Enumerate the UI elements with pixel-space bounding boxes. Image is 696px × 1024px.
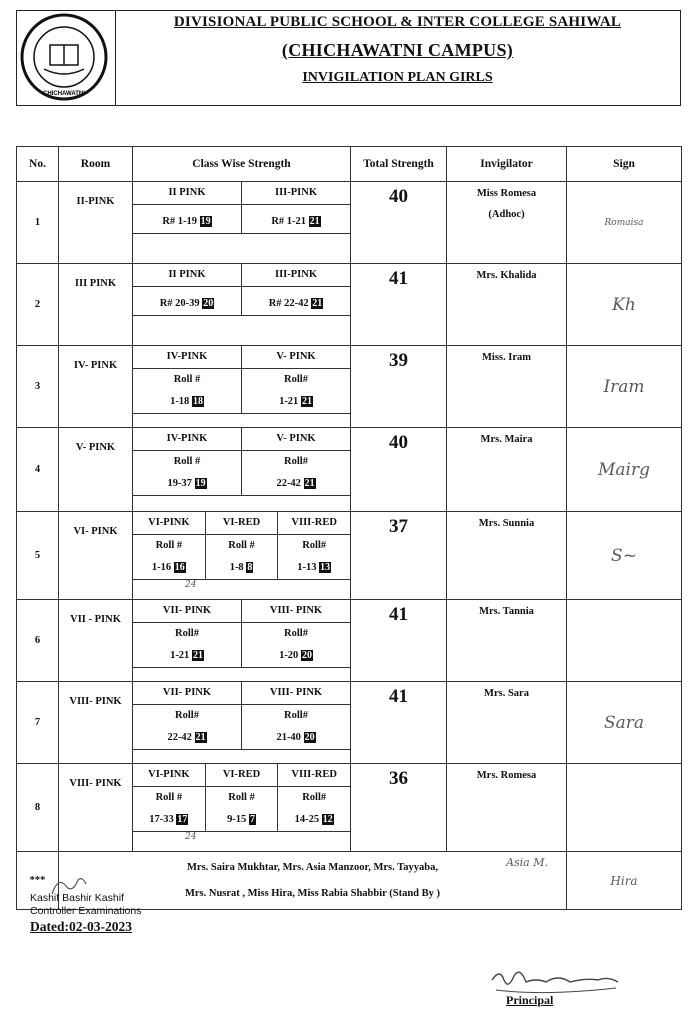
standby-signature: Hira [610, 873, 638, 888]
roll-range: 1-21 [279, 396, 299, 407]
roll-range: 21-40 [276, 732, 301, 743]
class-grid [133, 682, 350, 750]
col-header-no: No. [17, 147, 59, 182]
class-name: V- PINK [242, 428, 350, 451]
invigilator-cell [447, 428, 567, 512]
logo-bottom-text: CHICHAWATNI [43, 91, 85, 97]
student-count-badge: 16 [174, 562, 185, 573]
class-column [277, 512, 350, 580]
room-name: V- PINK [59, 428, 133, 512]
invigilator-signature: Romaisa [604, 218, 644, 228]
school-name: DIVISIONAL PUBLIC SCHOOL & INTER COLLEGE SAHIWAL [173, 14, 622, 30]
class-column [241, 264, 350, 316]
class-column [133, 682, 241, 750]
class-column [277, 764, 350, 832]
class-name: II PINK [133, 182, 241, 205]
roll-label: Roll # [173, 374, 201, 385]
class-name: V- PINK [242, 346, 350, 369]
room-name: VIII- PINK [59, 682, 133, 764]
class-column [241, 428, 350, 496]
table-row [17, 346, 682, 428]
invigilator-signature: Mairg [598, 459, 650, 480]
roll-label: Roll # [155, 792, 183, 803]
invigilator-signature: Sara [603, 712, 645, 733]
controller-name: Kashif Bashir Kashif [30, 892, 124, 904]
table-row [17, 182, 682, 264]
class-wise-strength [133, 682, 351, 764]
roll-range-cell [133, 391, 241, 414]
standby-handwritten-sign: Asia M. [506, 856, 548, 869]
handwritten-note: 24 [185, 832, 197, 842]
row-number: 8 [17, 764, 59, 852]
roll-range-cell [133, 645, 241, 668]
footer [30, 892, 141, 933]
standby-line-2: Mrs. Nusrat , Miss Hira, Miss Rabia Shabbir (Stand By ) [184, 887, 441, 899]
roll-range-cell [242, 211, 350, 234]
class-grid [133, 512, 350, 580]
logo-divider [115, 10, 116, 106]
invigilator-signature: S~ [611, 545, 637, 566]
roll-range: 22-42 [276, 478, 301, 489]
signature-cell [567, 428, 682, 512]
student-count-badge: 21 [304, 478, 315, 489]
roll-label: Roll# [175, 628, 199, 639]
col-header-total: Total Strength [351, 147, 447, 182]
room-name: II-PINK [59, 182, 133, 264]
roll-range: 1-16 [151, 562, 172, 573]
class-wise-strength [133, 346, 351, 428]
class-name: VIII- PINK [242, 600, 350, 623]
roll-label: Roll# [284, 374, 308, 385]
row-number: 3 [17, 346, 59, 428]
class-column [133, 512, 205, 580]
row-number: 6 [17, 600, 59, 682]
class-column [133, 428, 241, 496]
col-header-invigilator: Invigilator [447, 147, 567, 182]
class-column [241, 346, 350, 414]
class-name: VIII-RED [278, 512, 350, 535]
class-wise-strength [133, 512, 351, 600]
roll-range-cell [133, 557, 205, 580]
student-count-badge: 13 [320, 562, 331, 573]
student-count-badge: 19 [200, 216, 211, 227]
table-row [17, 764, 682, 852]
class-name: IV-PINK [133, 428, 241, 451]
school-logo [20, 13, 108, 101]
class-name: VIII-RED [278, 764, 350, 787]
roll-range-cell [242, 391, 350, 414]
roll-range-cell [242, 727, 350, 750]
standby-line-1: Mrs. Saira Mukhtar, Mrs. Asia Manzoor, Mrs. Tayyaba, [187, 861, 438, 873]
total-strength: 39 [351, 346, 447, 428]
invigilator-cell [447, 346, 567, 428]
invigilator-note: (Adhoc) [488, 209, 525, 220]
class-name: II PINK [133, 264, 241, 287]
roll-range: 9-15 [227, 814, 247, 825]
roll-range: R# 22-42 [268, 298, 309, 309]
invigilator-name: Mrs. Romesa [476, 770, 537, 781]
roll-label: Roll # [155, 540, 183, 551]
roll-range: 1-20 [279, 650, 299, 661]
class-column [133, 182, 241, 234]
table-row [17, 264, 682, 346]
student-count-badge: 19 [195, 478, 206, 489]
roll-range-cell [242, 473, 350, 496]
roll-range: 22-42 [167, 732, 192, 743]
roll-range: 1-18 [170, 396, 190, 407]
invigilator-name: Miss Romesa [476, 188, 537, 199]
roll-range: 1-21 [170, 650, 190, 661]
principal-label: Principal [506, 993, 554, 1007]
student-count-badge: 21 [312, 298, 323, 309]
class-name: III-PINK [242, 264, 350, 287]
class-name: VI-PINK [133, 764, 205, 787]
roll-range-cell [242, 293, 350, 316]
total-strength: 37 [351, 512, 447, 600]
roll-label: Roll# [175, 710, 199, 721]
table-row [17, 512, 682, 600]
invigilator-cell [447, 682, 567, 764]
class-column [133, 600, 241, 668]
signature-cell [567, 764, 682, 852]
col-header-sign: Sign [567, 147, 682, 182]
signature-cell [567, 682, 682, 764]
roll-range-cell [133, 727, 241, 750]
student-count-badge: 21 [195, 732, 206, 743]
roll-label: Roll# [302, 540, 327, 551]
roll-range-cell [278, 557, 350, 580]
signature-cell [567, 600, 682, 682]
student-count-badge: 12 [322, 814, 333, 825]
row-number: 7 [17, 682, 59, 764]
class-name: VI-RED [206, 764, 278, 787]
roll-range-cell [278, 809, 350, 832]
roll-range: 1-13 [297, 562, 317, 573]
total-strength: 40 [351, 428, 447, 512]
roll-range: 1-8 [229, 562, 244, 573]
roll-label: Roll # [228, 792, 255, 803]
student-count-badge: 21 [309, 216, 320, 227]
roll-label: Roll# [284, 710, 308, 721]
roll-label: Roll# [284, 628, 308, 639]
invigilator-signature: Kh [612, 294, 636, 315]
student-count-badge: 7 [249, 814, 255, 825]
class-column [205, 764, 278, 832]
class-name: VI-RED [206, 512, 278, 535]
class-column [133, 264, 241, 316]
roll-range: R# 1-21 [271, 216, 307, 227]
class-wise-strength [133, 764, 351, 852]
invigilator-cell [447, 764, 567, 852]
signature-cell [567, 346, 682, 428]
class-name: VII- PINK [133, 682, 241, 705]
roll-label: Roll# [302, 792, 327, 803]
invigilator-name: Mrs. Tannia [479, 606, 534, 617]
total-strength: 41 [351, 682, 447, 764]
table-row [17, 682, 682, 764]
class-name: VI-PINK [133, 512, 205, 535]
roll-range-cell [206, 557, 278, 580]
student-count-badge: 21 [301, 396, 312, 407]
student-count-badge: 21 [192, 650, 203, 661]
signature-cell [567, 512, 682, 600]
class-name: VII- PINK [133, 600, 241, 623]
class-name: VIII- PINK [242, 682, 350, 705]
roll-range-cell [206, 809, 278, 832]
class-column [241, 182, 350, 234]
class-name: III-PINK [242, 182, 350, 205]
class-wise-strength [133, 182, 351, 264]
class-wise-strength [133, 264, 351, 346]
student-count-badge: 18 [192, 396, 203, 407]
roll-range-cell [242, 645, 350, 668]
table-row [17, 600, 682, 682]
row-number: 4 [17, 428, 59, 512]
roll-range-cell [133, 293, 241, 316]
room-name: VI- PINK [59, 512, 133, 600]
row-number: 1 [17, 182, 59, 264]
roll-range-cell [133, 473, 241, 496]
class-column [241, 600, 350, 668]
total-strength: 40 [351, 182, 447, 264]
roll-range: 19-37 [167, 478, 192, 489]
signature-cell [567, 182, 682, 264]
roll-range-cell [133, 211, 241, 234]
roll-range: 14-25 [294, 814, 320, 825]
row-number: 5 [17, 512, 59, 600]
invigilator-name: Mrs. Sara [484, 688, 529, 699]
class-grid [133, 346, 350, 414]
class-wise-strength [133, 428, 351, 512]
invigilator-name: Mrs. Maira [480, 434, 533, 445]
row-number: 2 [17, 264, 59, 346]
roll-range-cell [133, 809, 205, 832]
total-strength: 41 [351, 264, 447, 346]
invigilator-cell [447, 512, 567, 600]
signature-cell [567, 264, 682, 346]
class-grid [133, 428, 350, 496]
standby-sign-cell [567, 852, 682, 910]
student-count-badge: 17 [177, 814, 188, 825]
invigilator-name: Mrs. Sunnia [478, 518, 535, 529]
invigilator-cell [447, 182, 567, 264]
col-header-class-strength: Class Wise Strength [133, 147, 351, 182]
roll-range: R# 1-19 [162, 216, 198, 227]
class-column [205, 512, 278, 580]
standby-marker: *** [17, 852, 59, 910]
class-column [241, 682, 350, 750]
roll-label: Roll # [173, 456, 201, 467]
dated-line: Dated:02-03-2023 [30, 919, 132, 934]
student-count-badge: 20 [301, 650, 312, 661]
roll-range: R# 20-39 [159, 298, 200, 309]
room-name: III PINK [59, 264, 133, 346]
roll-label: Roll # [228, 540, 255, 551]
plan-title: INVIGILATION PLAN GIRLS [302, 70, 493, 85]
class-column [133, 346, 241, 414]
room-name: VIII- PINK [59, 764, 133, 852]
invigilator-signature: Iram [603, 376, 645, 397]
invigilator-name: Mrs. Khalida [476, 270, 537, 281]
invigilator-cell [447, 264, 567, 346]
invigilator-cell [447, 600, 567, 682]
class-grid [133, 600, 350, 668]
roll-range: 17-33 [149, 814, 174, 825]
student-count-badge: 8 [247, 562, 253, 573]
invigilator-name: Miss. Iram [482, 352, 531, 363]
class-grid [133, 764, 350, 832]
controller-designation: Controller Examinations [30, 905, 142, 917]
handwritten-note: 24 [185, 580, 197, 590]
table-row [17, 428, 682, 512]
total-strength: 41 [351, 600, 447, 682]
student-count-badge: 20 [304, 732, 315, 743]
student-count-badge: 20 [203, 298, 214, 309]
class-grid [133, 182, 350, 234]
table-header-row [17, 147, 682, 182]
class-column [133, 764, 205, 832]
class-wise-strength [133, 600, 351, 682]
class-name: IV-PINK [133, 346, 241, 369]
campus-name: (CHICHAWATNI CAMPUS) [281, 40, 514, 60]
col-header-room: Room [59, 147, 133, 182]
class-grid [133, 264, 350, 316]
total-strength: 36 [351, 764, 447, 852]
invigilation-table [16, 146, 682, 910]
room-name: VII - PINK [59, 600, 133, 682]
roll-label: Roll# [284, 456, 308, 467]
room-name: IV- PINK [59, 346, 133, 428]
